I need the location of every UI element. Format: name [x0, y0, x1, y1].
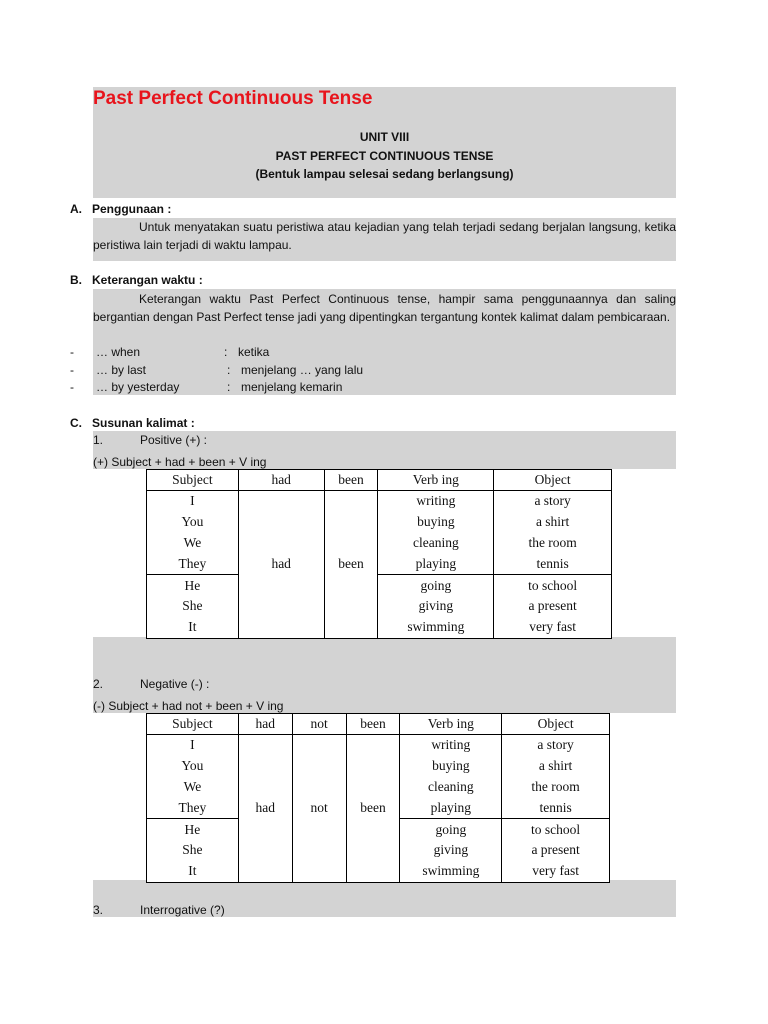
object-cell: a shirt — [502, 756, 610, 777]
verb-cell: buying — [400, 756, 502, 777]
verb-cell: playing — [378, 553, 494, 574]
interrogative-label: Interrogative (?) — [140, 903, 225, 917]
verb-cell: cleaning — [378, 533, 494, 554]
table-row — [147, 596, 612, 617]
subject-cell: It — [147, 861, 239, 882]
verb-cell: swimming — [378, 617, 494, 638]
subject-cell: We — [147, 777, 239, 798]
separator: : — [227, 363, 231, 377]
object-cell: very fast — [494, 617, 612, 638]
object-cell: a story — [494, 491, 612, 512]
column-header: had — [238, 714, 292, 735]
subject-cell: He — [147, 575, 239, 596]
been-cell: been — [324, 491, 378, 639]
verb-cell: giving — [400, 840, 502, 861]
bullet: - — [70, 363, 74, 377]
term: … by yesterday — [96, 380, 180, 394]
table-row — [147, 512, 612, 533]
meaning: ketika — [238, 345, 270, 359]
table-row — [147, 553, 612, 574]
verb-cell: giving — [378, 596, 494, 617]
unit-subtitle: (Bentuk lampau selesai sedang berlangsung) — [255, 167, 514, 181]
positive-formula: (+) Subject + had + been + V ing — [93, 455, 267, 469]
subject-cell: She — [147, 596, 239, 617]
verb-cell: swimming — [400, 861, 502, 882]
table-row — [147, 735, 610, 756]
subject-cell: You — [147, 756, 239, 777]
subject-cell: It — [147, 617, 239, 638]
table-row — [147, 575, 612, 596]
verb-cell: going — [378, 575, 494, 596]
section-a-heading: A. Penggunaan : — [70, 202, 172, 216]
section-b-heading: B. Keterangan waktu : — [70, 273, 203, 287]
table-header-row — [147, 470, 612, 491]
page-title: Past Perfect Continuous Tense — [93, 88, 373, 109]
object-cell: a story — [502, 735, 610, 756]
object-cell: very fast — [502, 861, 610, 882]
object-cell: the room — [494, 533, 612, 554]
column-header: Object — [494, 470, 612, 491]
negative-number: 2. — [93, 677, 104, 691]
table-row — [147, 533, 612, 554]
verb-cell: buying — [378, 512, 494, 533]
separator: : — [227, 380, 231, 394]
column-header: been — [324, 470, 378, 491]
subject-cell: They — [147, 797, 239, 818]
object-cell: a present — [494, 596, 612, 617]
object-cell: tennis — [494, 553, 612, 574]
subject-cell: They — [147, 553, 239, 574]
column-header: Subject — [147, 470, 239, 491]
subject-cell: She — [147, 840, 239, 861]
object-cell: a present — [502, 840, 610, 861]
had-cell: had — [238, 735, 292, 883]
unit-number: UNIT VIII — [359, 130, 410, 144]
table-header-row — [147, 714, 610, 735]
verb-cell: going — [400, 819, 502, 840]
had-cell: had — [238, 491, 324, 639]
unit-title: PAST PERFECT CONTINUOUS TENSE — [275, 149, 494, 163]
interrogative-number: 3. — [93, 903, 104, 917]
object-cell: a shirt — [494, 512, 612, 533]
column-header: Object — [502, 714, 610, 735]
bullet: - — [70, 345, 74, 359]
negative-formula: (-) Subject + had not + been + V ing — [93, 699, 284, 713]
negative-label: Negative (-) : — [140, 677, 210, 691]
column-header: had — [238, 470, 324, 491]
column-header: Verb ing — [400, 714, 502, 735]
meaning: menjelang … yang lalu — [241, 363, 364, 377]
subject-cell: You — [147, 512, 239, 533]
verb-cell: writing — [378, 491, 494, 512]
section-a-body: Untuk menyatakan suatu peristiwa atau kejadian yang telah terjadi sedang berjalan langsung, ketika peristiwa lain terjadi di waktu lampau. — [93, 220, 676, 252]
negative-table — [146, 713, 610, 883]
column-header: been — [346, 714, 400, 735]
subject-cell: We — [147, 533, 239, 554]
subject-cell: I — [147, 491, 239, 512]
been-cell: been — [346, 735, 400, 883]
bullet: - — [70, 380, 74, 394]
not-cell: not — [292, 735, 346, 883]
separator: : — [224, 345, 228, 359]
column-header: Verb ing — [378, 470, 494, 491]
subject-cell: I — [147, 735, 239, 756]
object-cell: the room — [502, 777, 610, 798]
section-c-heading: C. Susunan kalimat : — [70, 416, 195, 430]
term: … when — [96, 345, 141, 359]
term: … by last — [96, 363, 147, 377]
positive-label: Positive (+) : — [140, 433, 208, 447]
section-b-body: Keterangan waktu Past Perfect Continuous tense, hampir sama penggunaannya dan saling bergantian dengan Past Perfect tense jadi yang dipentingkan tergantung kontek kalimat dalam pembicaraan. — [93, 292, 676, 324]
subject-cell: He — [147, 819, 239, 840]
object-cell: to school — [502, 819, 610, 840]
table-row — [147, 617, 612, 638]
positive-table — [146, 469, 612, 639]
positive-number: 1. — [93, 433, 104, 447]
meaning: menjelang kemarin — [241, 380, 343, 394]
table-row — [147, 491, 612, 512]
column-header: Subject — [147, 714, 239, 735]
verb-cell: cleaning — [400, 777, 502, 798]
object-cell: tennis — [502, 797, 610, 818]
object-cell: to school — [494, 575, 612, 596]
verb-cell: writing — [400, 735, 502, 756]
column-header: not — [292, 714, 346, 735]
verb-cell: playing — [400, 797, 502, 818]
